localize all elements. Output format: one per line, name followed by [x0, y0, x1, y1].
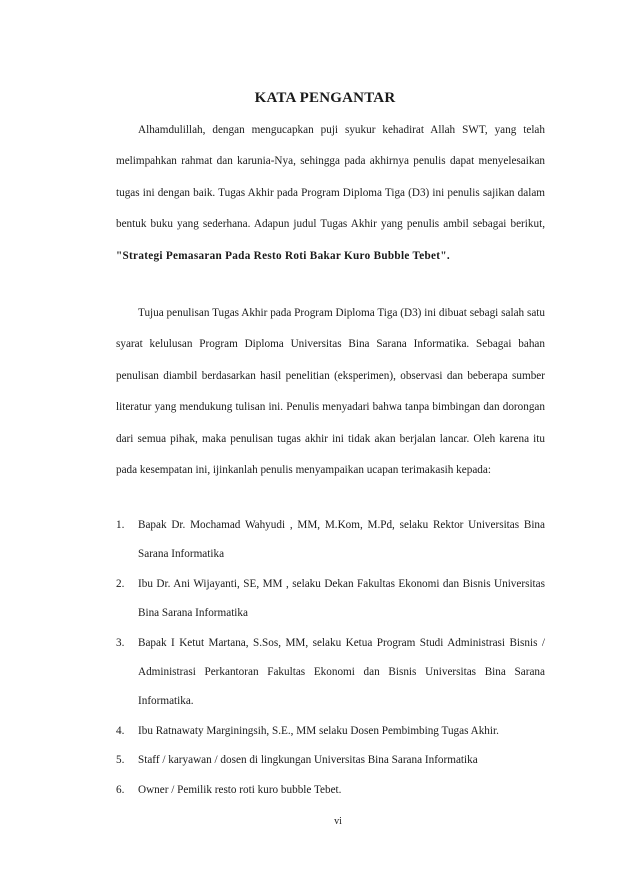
- paragraph-1-indent: [116, 124, 138, 136]
- paragraph-1: [116, 115, 545, 272]
- paragraph-2-indent: [116, 307, 138, 319]
- list-item-number: 3.: [116, 636, 125, 649]
- list-item: [116, 629, 545, 717]
- list-item-text: Bapak Dr. Mochamad Wahyudi , MM, M.Kom, M.Pd, selaku Rektor Universitas Bina Sarana Informatika: [138, 519, 545, 561]
- list-item-text: Ibu Ratnawaty Marginingsih, S.E., MM selaku Dosen Pembimbing Tugas Akhir.: [138, 724, 499, 737]
- list-item: [116, 570, 545, 629]
- page-title: KATA PENGANTAR: [254, 90, 396, 106]
- list-item-number: 1.: [116, 519, 125, 531]
- list-item-number: 5.: [116, 754, 125, 767]
- list-item: [116, 717, 545, 746]
- page-number: vi: [334, 816, 342, 827]
- list-item: [116, 776, 545, 805]
- list-item-text: Bapak I Ketut Martana, S.Sos, MM, selaku Ketua Program Studi Administrasi Bisnis / Administrasi Perkantoran Fakultas Ekonomi dan Bisnis Universitas Bina Sarana Informatika.: [138, 636, 545, 708]
- acknowledgement-list: [116, 511, 545, 805]
- list-item-text: Ibu Dr. Ani Wijayanti, SE, MM , selaku Dekan Fakultas Ekonomi dan Bisnis Universitas Bina Sarana Informatika: [138, 577, 545, 620]
- paragraph-2: [116, 298, 545, 486]
- list-item: [116, 746, 545, 775]
- list-item-text: Owner / Pemilik resto roti kuro bubble Tebet.: [138, 783, 342, 796]
- thesis-title: "Strategi Pemasaran Pada Resto Roti Bakar Kuro Bubble Tebet".: [116, 249, 450, 262]
- list-item-number: 6.: [116, 783, 125, 796]
- list-item-number: 2.: [116, 577, 125, 590]
- paragraph-2-text: Tujua penulisan Tugas Akhir pada Program Diploma Tiga (D3) ini dibuat sebagi salah satu syarat kelulusan Program Diploma Universitas Bina Sarana Informatika. Sebagai bahan penulisan diambil berdasarkan hasil penelitian (eksperimen), observasi dan beberapa sumber literatur yang mendukung tulisan ini. Penulis menyadari bahwa tanpa bimbingan dan dorongan dari semua pihak, maka penulisan tugas akhir ini tidak akan berjalan lancar. Oleh karena itu pada kesempatan ini, ijinkanlah penulis menyampaikan ucapan terimakasih kepada:: [116, 307, 545, 477]
- list-item-text: Staff / karyawan / dosen di lingkungan Universitas Bina Sarana Informatika: [138, 754, 478, 767]
- list-item-number: 4.: [116, 724, 125, 737]
- paragraph-1-text: Alhamdulillah, dengan mengucapkan puji syukur kehadirat Allah SWT, yang telah melimpahkan rahmat dan karunia-Nya, sehingga pada akhirnya penulis dapat menyelesaikan tugas ini dengan baik. Tugas Akhir pada Program Diploma Tiga (D3) ini penulis sajikan dalam bentuk buku yang sederhana. Adapun judul Tugas Akhir yang penulis ambil sebagai berikut,: [116, 124, 545, 231]
- list-item: [116, 511, 545, 570]
